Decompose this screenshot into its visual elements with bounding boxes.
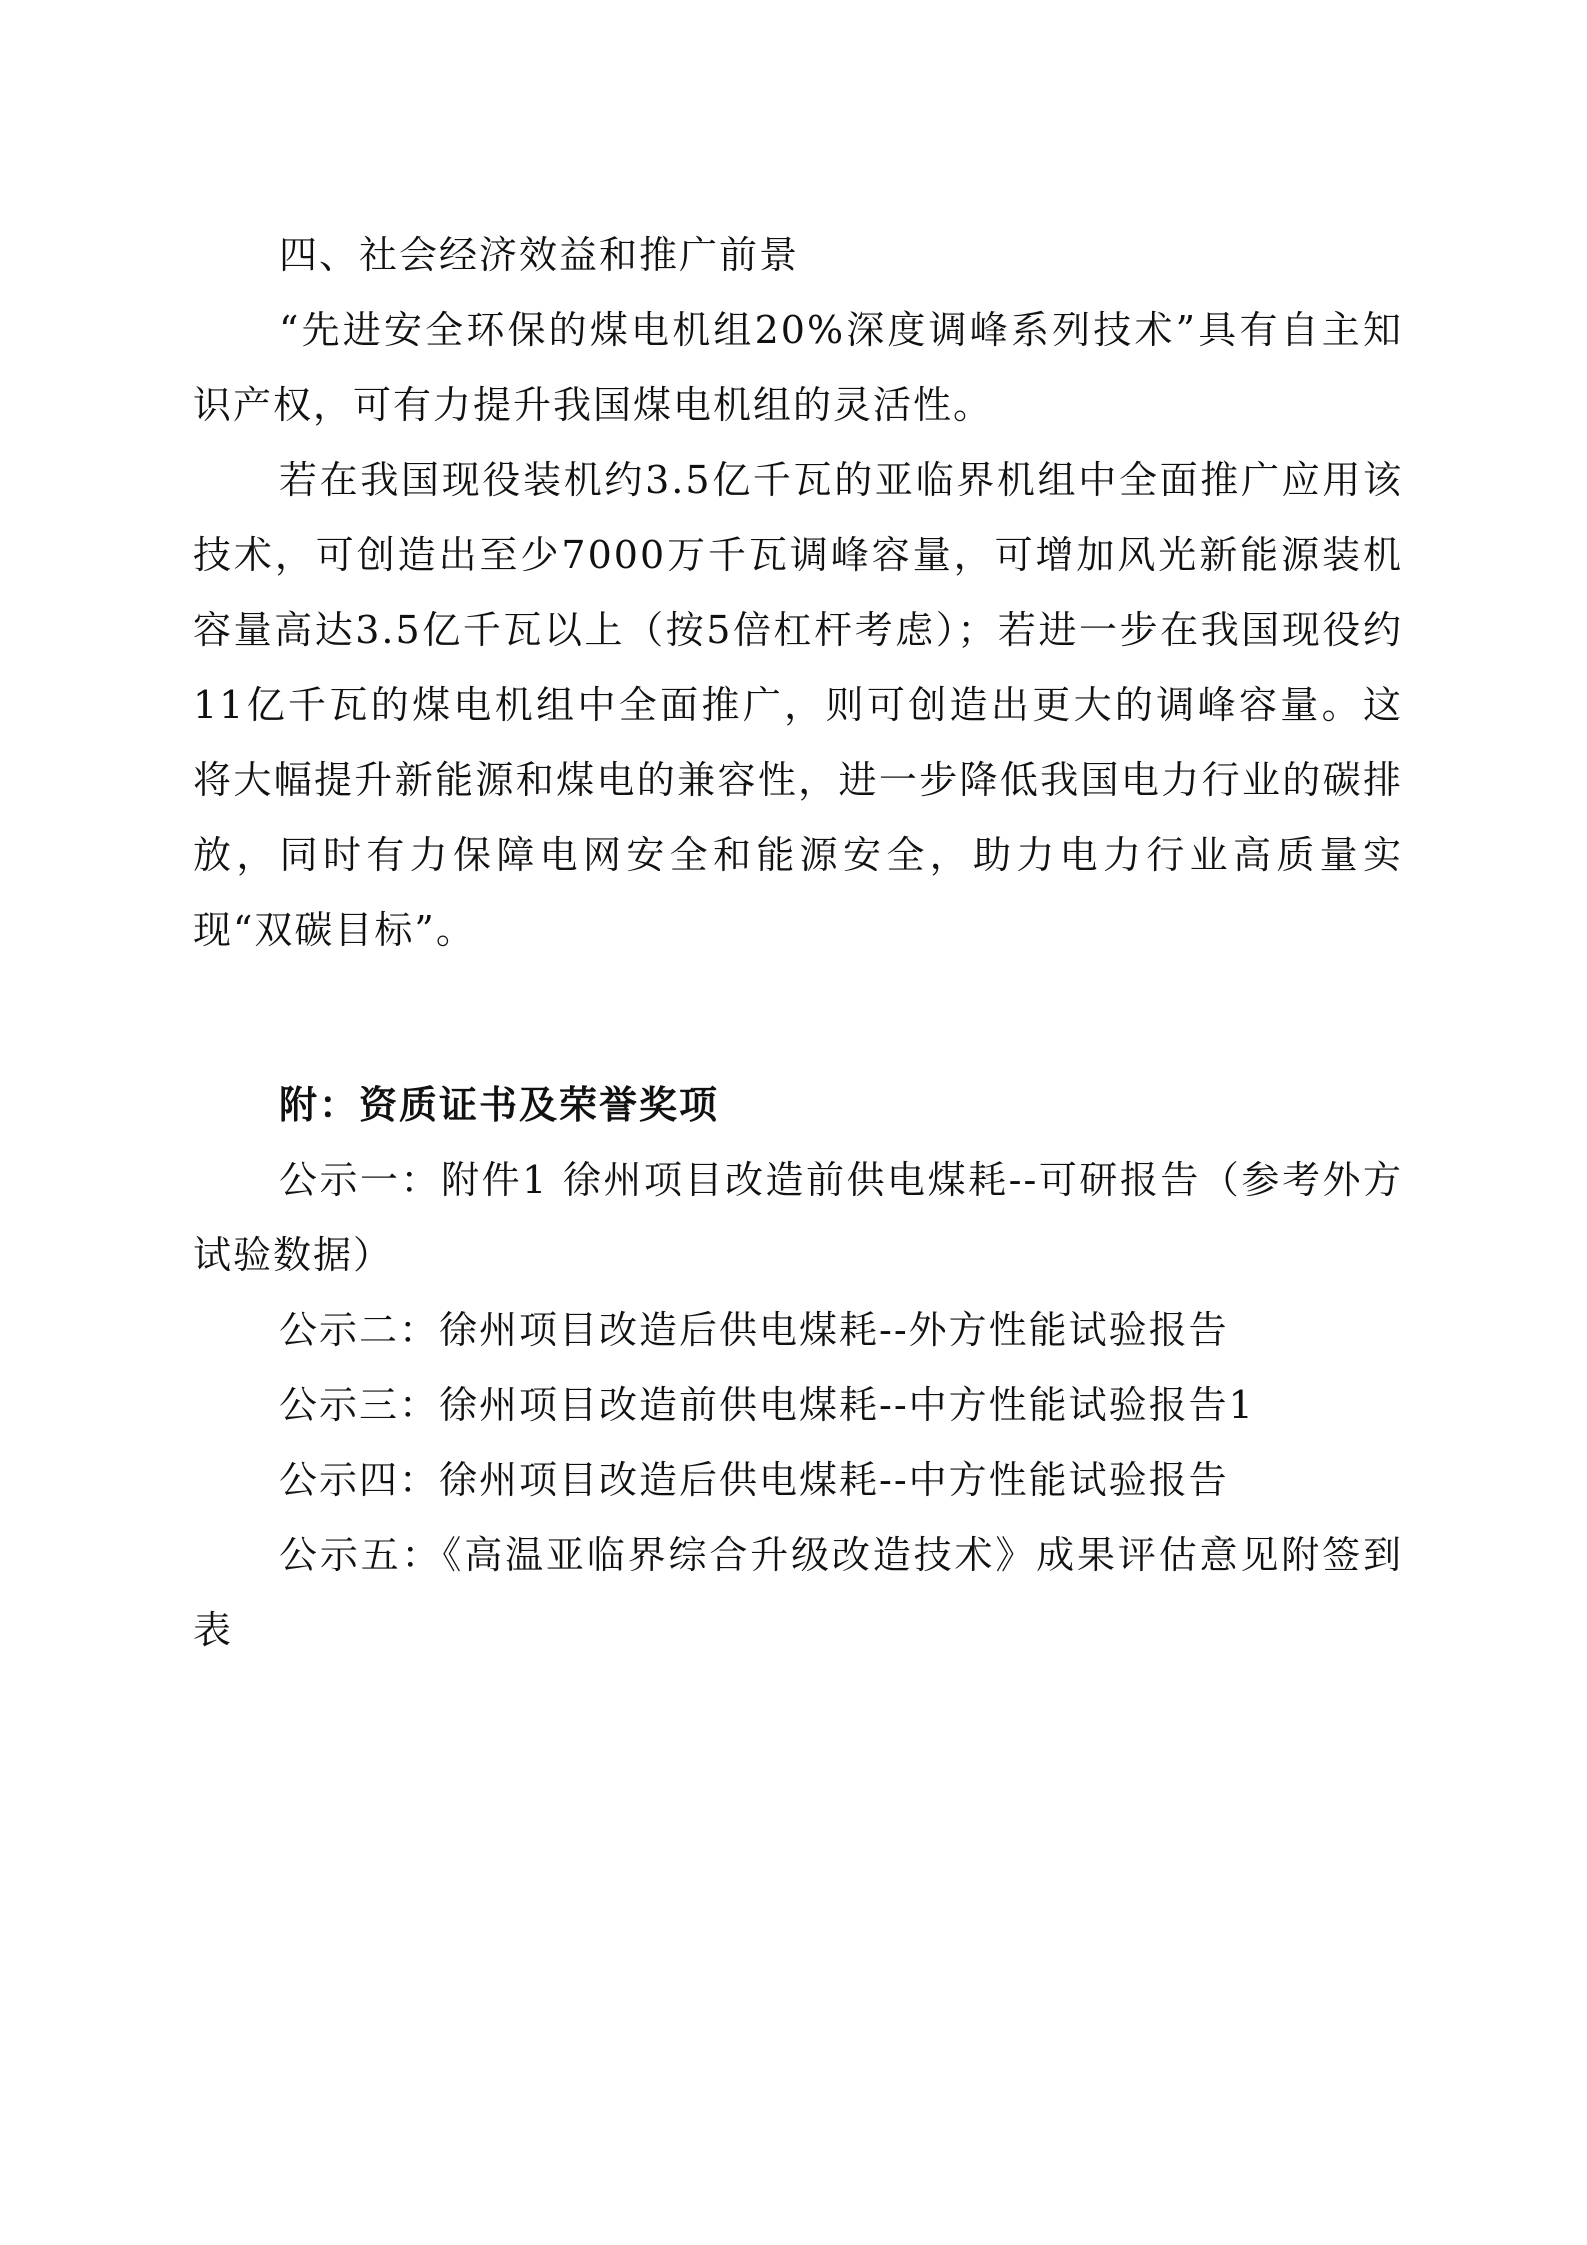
- appendix-item-4: 公示四：徐州项目改造后供电煤耗--中方性能试验报告: [279, 1458, 1229, 1502]
- appendix-item-3: 公示三：徐州项目改造前供电煤耗--中方性能试验报告1: [279, 1383, 1255, 1427]
- appendix-section: [193, 1068, 1403, 1668]
- paragraph-prospects: 若在我国现役装机约3.5亿千瓦的亚临界机组中全面推广应用该技术，可创造出至少7000万千瓦调峰容量，可增加风光新能源装机容量高达3.5亿千瓦以上（按5倍杠杆考虑）；若进一步在我国现役约11亿千瓦的煤电机组中全面推广，则可创造出更大的调峰容量。这将大幅提升新能源和煤电的兼容性，进一步降低我国电力行业的碳排放，同时有力保障电网安全和能源安全，助力电力行业高质量实现“双碳目标”。: [193, 458, 1403, 952]
- appendix-title: 附：资质证书及荣誉奖项: [279, 1083, 720, 1127]
- section-heading: 四、社会经济效益和推广前景: [279, 233, 800, 277]
- appendix-item-2: 公示二：徐州项目改造后供电煤耗--外方性能试验报告: [279, 1308, 1229, 1352]
- document-body: [193, 218, 1403, 1668]
- paragraph-intro: “先进安全环保的煤电机组20%深度调峰系列技术”具有自主知识产权，可有力提升我国煤电机组的灵活性。: [193, 308, 1403, 427]
- appendix-item-5: 公示五：《高温亚临界综合升级改造技术》成果评估意见附签到表: [193, 1533, 1403, 1652]
- appendix-item-1: 公示一：附件1 徐州项目改造前供电煤耗--可研报告（参考外方试验数据）: [193, 1158, 1403, 1277]
